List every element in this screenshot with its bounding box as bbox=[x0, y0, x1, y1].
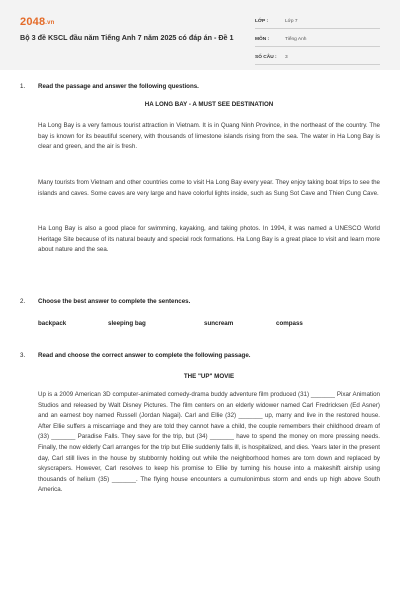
meta-label: SỐ CÂU : bbox=[255, 54, 277, 60]
passage-paragraph: Ha Long Bay is a very famous tourist attraction in Vietnam. It is in Quang Ninh Province, in the northeast of the country. The bay is known for its beautiful scenery, with thousands of limestone islands rising from the sea. The water in Ha Long Bay is clear and green, and the air is fresh. bbox=[38, 122, 380, 151]
word-bank bbox=[38, 320, 380, 330]
meta-row-grade bbox=[255, 14, 380, 29]
meta-value: Tiếng Anh bbox=[285, 36, 307, 42]
meta-label: MÔN : bbox=[255, 36, 270, 42]
meta-value: 3 bbox=[285, 54, 288, 60]
document-header bbox=[0, 0, 400, 70]
word-bank-item: backpack bbox=[38, 320, 67, 327]
meta-row-subject bbox=[255, 32, 380, 47]
question-2-heading bbox=[20, 298, 190, 305]
word-bank-item: sleeping bag bbox=[108, 320, 146, 327]
question-1-heading bbox=[20, 83, 199, 90]
question-prompt: Choose the best answer to complete the sentences. bbox=[38, 298, 191, 305]
meta-row-question-count bbox=[255, 50, 380, 65]
passage-paragraph: Ha Long Bay is also a good place for swimming, kayaking, and taking photos. In 1994, it was named a UNESCO World Heritage Site because of its natural beauty and special rock formations. Ha Long Bay is a great place to visit and learn more about nature and the sea. bbox=[38, 225, 380, 254]
passage-paragraph: Up is a 2009 American 3D computer-animated comedy-drama buddy adventure film produced (31) _______ Pixar Animation Studios and released by Walt Disney Pictures. The film centers on an elderly widower named Carl Fredricksen (Ed Asner) and an earnest boy named Russell (Jordan Nagai). Carl and Ellie (32) _______ up, marry and live in the restored house. After Ellie suffers a miscarriage and they are told they cannot have a child, the couple remembers their childhood dream of (33) _______ Paradise Falls. They save for the trip, but (34) _______ have to spend the money on more pressing needs. Finally, the now elderly Carl arranges for the trip but Ellie suddenly falls ill, is hospitalized, and dies. Years later in the present day, Carl still lives in the house by stubbornly holding out while the neighborhood homes are torn down and replaced by skyscrapers. However, Carl resolves to keep his promise to Ellie by turning his house into a makeshift airship using thousands of helium (35) _______. The flying house encounters a cumulonimbus storm and ends up high above South America. bbox=[38, 391, 380, 494]
word-bank-item: suncream bbox=[204, 320, 234, 327]
question-number: 3. bbox=[20, 352, 26, 359]
meta-value: Lớp 7 bbox=[285, 18, 298, 24]
passage-title-ha-long-bay: HA LONG BAY - A MUST SEE DESTINATION bbox=[144, 101, 274, 108]
word-bank-item: compass bbox=[276, 320, 303, 327]
question-3-heading bbox=[20, 352, 251, 359]
passage-paragraph: Many tourists from Vietnam and other countries come to visit Ha Long Bay every year. They enjoy taking boat trips to see the islands and caves. Some caves are very large and have colorful lights inside, such as Sung Sot Cave and Thien Cung Cave. bbox=[38, 179, 380, 197]
document-meta bbox=[255, 14, 380, 68]
logo-suffix: .vn bbox=[45, 20, 55, 26]
site-logo[interactable] bbox=[20, 16, 55, 28]
question-prompt: Read the passage and answer the following questions. bbox=[38, 83, 199, 90]
question-prompt: Read and choose the correct answer to complete the following passage. bbox=[38, 352, 251, 359]
passage-title-up-movie: THE "UP" MOVIE bbox=[183, 373, 235, 380]
meta-label: LỚP : bbox=[255, 18, 269, 24]
question-number: 1. bbox=[20, 83, 26, 90]
document-title: Bộ 3 đề KSCL đầu năm Tiếng Anh 7 năm 2025 có đáp án - Đề 1 bbox=[20, 33, 234, 42]
logo-main: 2048 bbox=[20, 16, 46, 28]
question-number: 2. bbox=[20, 298, 26, 305]
